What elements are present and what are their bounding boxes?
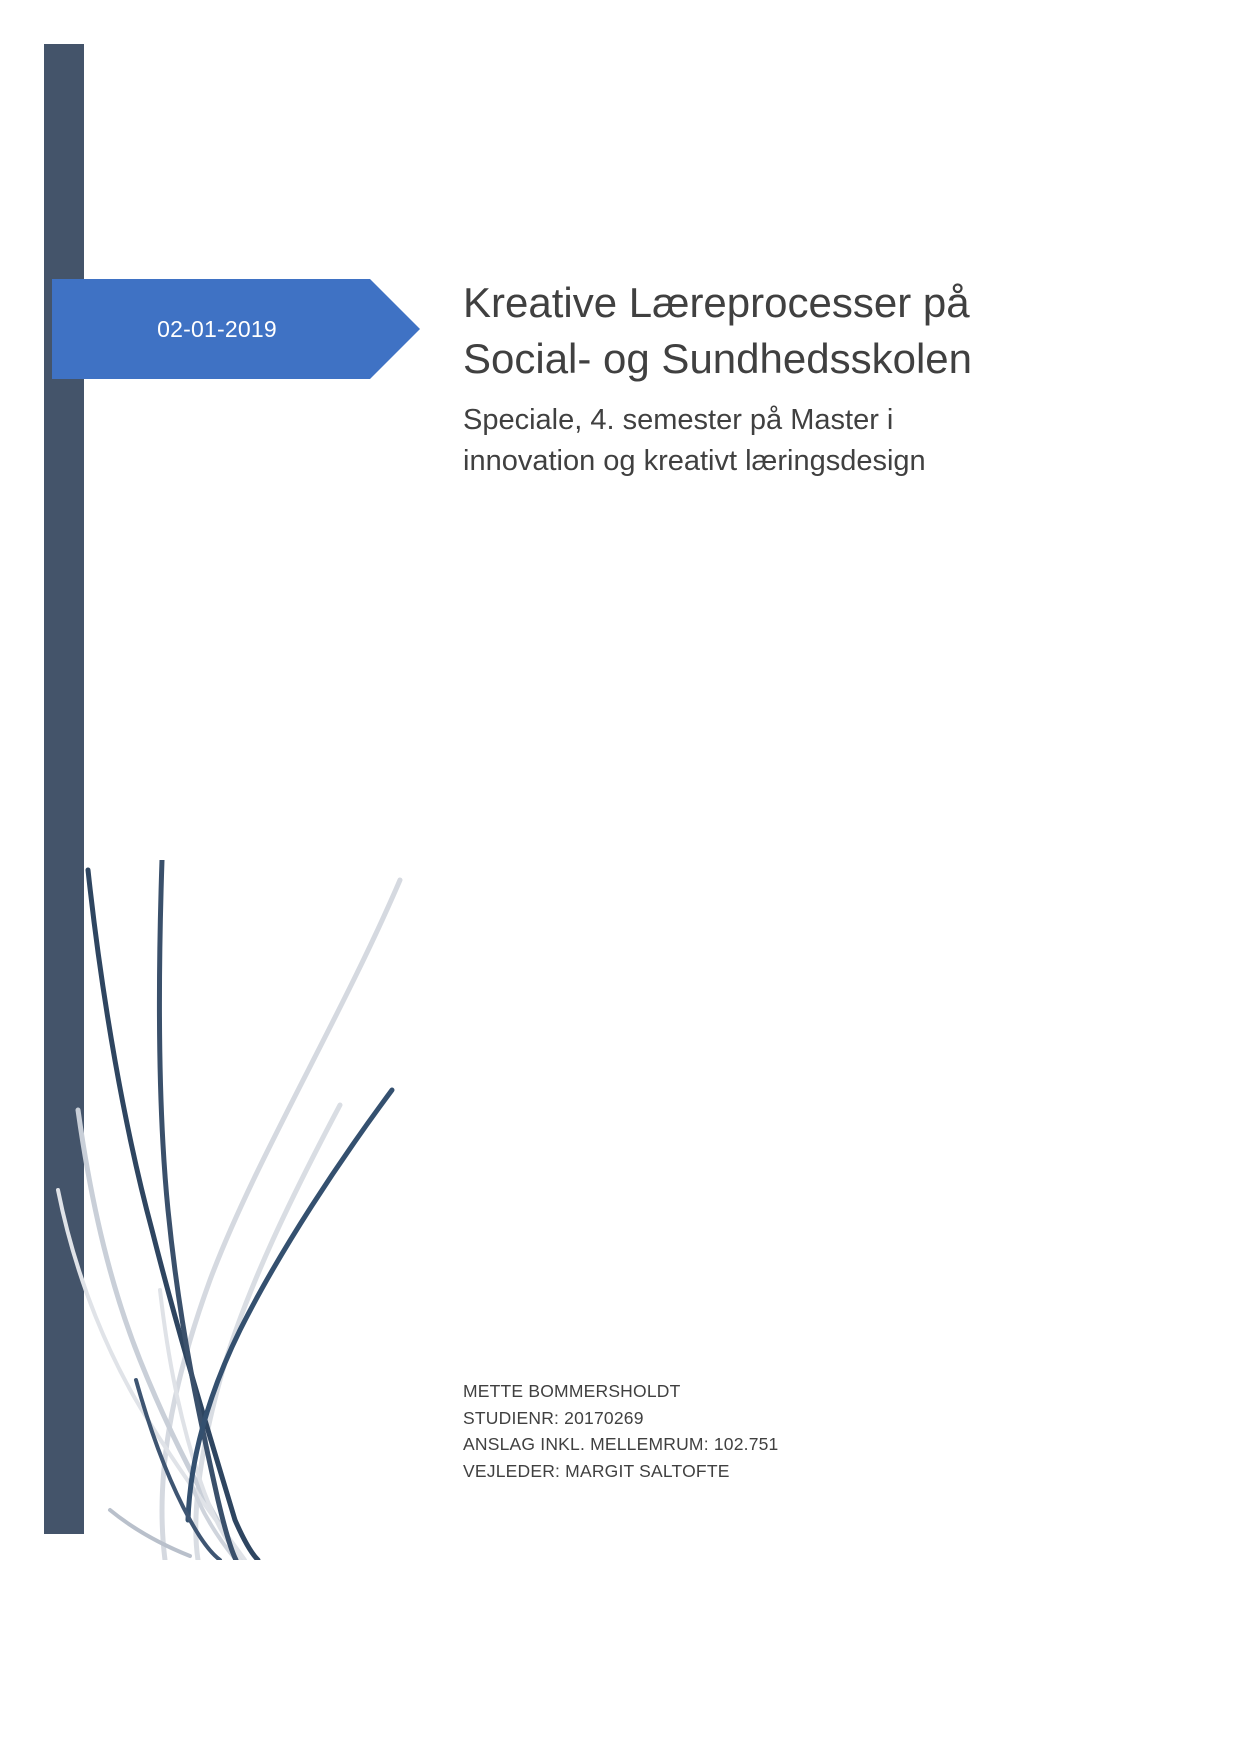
left-accent-bar [44,44,84,1534]
decorative-reeds-artwork [40,860,480,1560]
document-subtitle-line-2: innovation og kreativt læringsdesign [463,444,926,477]
author-character-count: ANSLAG INKL. MELLEMRUM: 102.751 [463,1434,779,1455]
document-title [463,275,1023,388]
date-ribbon [52,279,420,379]
document-subtitle [463,400,1023,482]
author-supervisor: VEJLEDER: MARGIT SALTOFTE [463,1460,730,1481]
document-title-line-1: Kreative Læreprocesser på [463,279,970,326]
title-block [463,275,1023,482]
author-name: METTE BOMMERSHOLDT [463,1381,681,1401]
author-info-block [463,1378,983,1484]
document-subtitle-line-1: Speciale, 4. semester på Master i [463,403,894,436]
document-title-line-2: Social- og Sundhedsskolen [463,335,973,383]
author-student-number: STUDIENR: 20170269 [463,1407,644,1428]
ribbon-date-label: 02-01-2019 [157,315,277,342]
reeds-icon [40,860,480,1560]
